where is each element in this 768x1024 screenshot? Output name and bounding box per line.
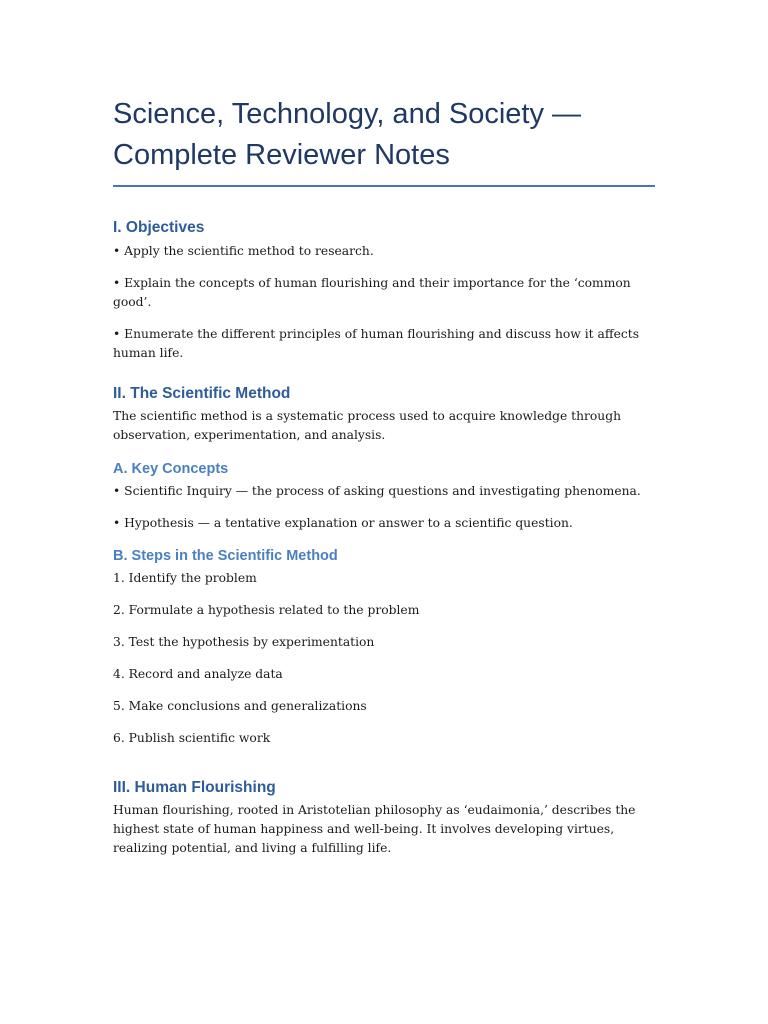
steps-subsection bbox=[113, 546, 655, 748]
key-concept-item: • Hypothesis — a tentative explanation or answer to a scientific question. bbox=[113, 516, 573, 530]
document-title: Science, Technology, and Society — Complete Reviewer Notes bbox=[113, 98, 582, 171]
step-item: 2. Formulate a hypothesis related to the problem bbox=[113, 603, 420, 617]
objective-item: • Apply the scientific method to research. bbox=[113, 244, 374, 258]
objective-item: • Enumerate the different principles of human flourishing and discuss how it affects human life. bbox=[113, 327, 639, 360]
human-flourishing-body: Human flourishing, rooted in Aristotelian philosophy as ‘eudaimonia,’ describes the highest state of human happiness and well-being. It involves developing virtues, realizing potential, and living a fulfilling life. bbox=[113, 803, 636, 855]
step-item: 5. Make conclusions and generalizations bbox=[113, 699, 367, 713]
step-item: 1. Identify the problem bbox=[113, 571, 257, 585]
document-page bbox=[113, 94, 655, 858]
scientific-method-section bbox=[113, 384, 655, 748]
scientific-method-heading: II. The Scientific Method bbox=[113, 385, 291, 402]
key-concept-item: • Scientific Inquiry — the process of asking questions and investigating phenomena. bbox=[113, 484, 641, 498]
objective-item: • Explain the concepts of human flourishing and their importance for the ‘common good’. bbox=[113, 276, 631, 309]
objectives-section bbox=[113, 218, 655, 363]
title-divider bbox=[113, 185, 655, 187]
key-concepts-subsection bbox=[113, 459, 655, 533]
step-item: 6. Publish scientific work bbox=[113, 731, 271, 745]
step-item: 3. Test the hypothesis by experimentation bbox=[113, 635, 375, 649]
human-flourishing-heading: III. Human Flourishing bbox=[113, 779, 276, 796]
scientific-method-intro: The scientific method is a systematic process used to acquire knowledge through observation, experimentation, and analysis. bbox=[113, 409, 622, 442]
human-flourishing-section bbox=[113, 778, 655, 858]
objectives-heading: I. Objectives bbox=[113, 219, 205, 236]
steps-heading: B. Steps in the Scientific Method bbox=[113, 548, 338, 564]
step-item: 4. Record and analyze data bbox=[113, 667, 283, 681]
key-concepts-heading: A. Key Concepts bbox=[113, 461, 229, 477]
